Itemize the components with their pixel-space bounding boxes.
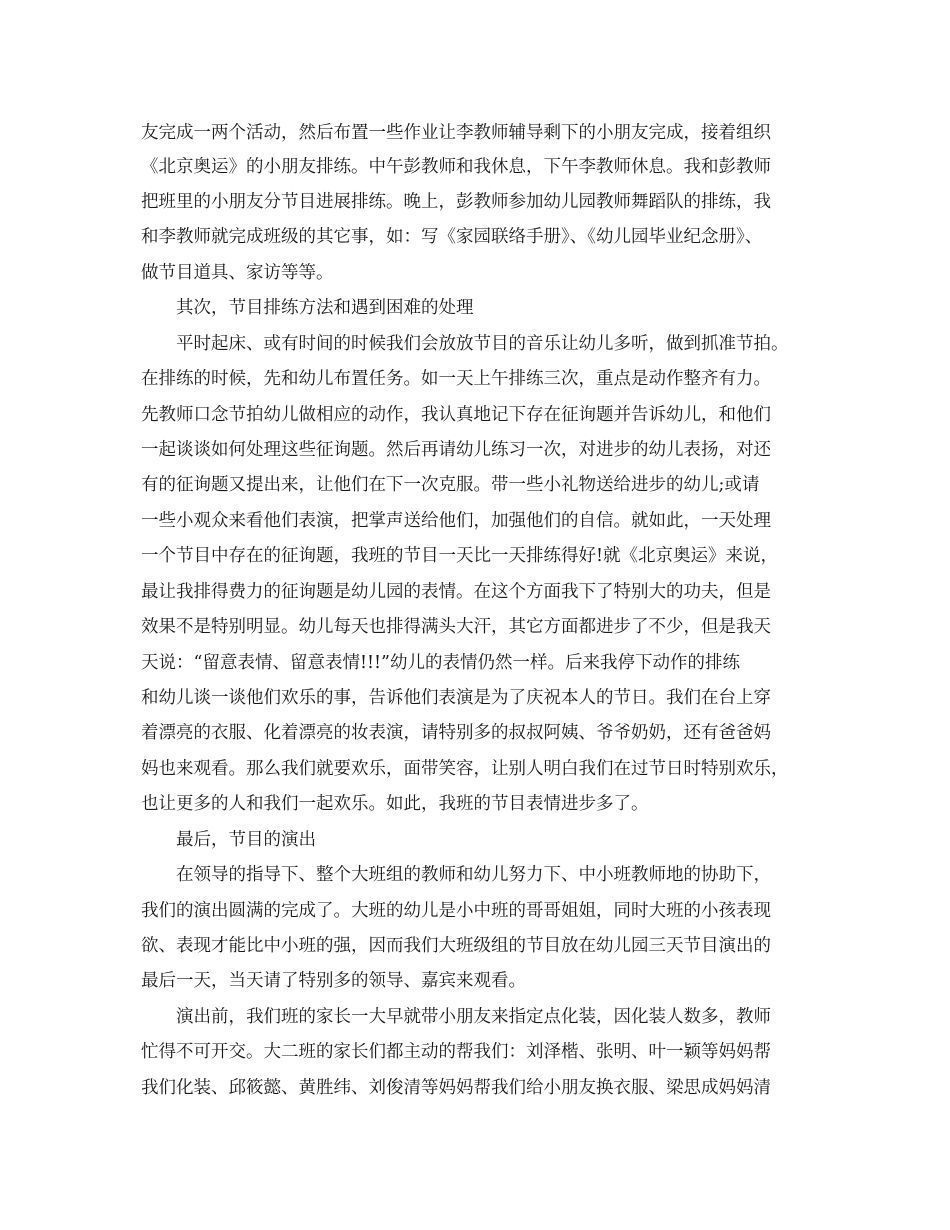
section-heading: 最后，节目的演出 [176,830,316,850]
text-line: 做节目道具、家访等等。 [141,263,334,283]
section-heading: 其次，节目排练方法和遇到困难的处理 [176,298,474,318]
text-line: 和李教师就完成班级的其它事，如：写《家园联络手册》、《幼儿园毕业纪念册》、 [141,227,763,247]
text-line: 忙得不可开交。大二班的家长们都主动的帮我们：刘泽楷、张明、叶一颖等妈妈帮 [141,1042,771,1062]
text-line: 一个节目中存在的征询题，我班的节目一天比一天排练得好!就《北京奥运》来说， [141,546,779,566]
text-line: 最后一天，当天请了特别多的领导、嘉宾来观看。 [141,971,526,991]
text-line: 有的征询题又提出来，让他们在下一次克服。带一些小礼物送给进步的幼儿;或请 [141,475,760,495]
text-line: 《北京奥运》的小朋友排练。中午彭教师和我休息，下午李教师休息。我和彭教师 [141,157,771,177]
text-line: 天说：“留意表情、留意表情!!!”幼儿的表情仍然一样。后来我停下动作的排练 [141,653,740,673]
text-line: 友完成一两个活动，然后布置一些作业让李教师辅导剩下的小朋友完成，接着组织 [141,123,771,143]
text-line: 在排练的时候，先和幼儿布置任务。如一天上午排练三次，重点是动作整齐有力。 [141,369,771,389]
text-line: 着漂亮的衣服、化着漂亮的妆表演，请特别多的叔叔阿姨、爷爷奶奶，还有爸爸妈 [141,723,771,743]
text-line: 也让更多的人和我们一起欢乐。如此，我班的节目表情进步多了。 [141,794,649,814]
text-line: 效果不是特别明显。幼儿每天也排得满头大汗，其它方面都进步了不少，但是我天 [141,617,771,637]
text-line: 演出前，我们班的家长一大早就带小朋友来指定点化装，因化装人数多，教师 [176,1007,771,1027]
text-line: 平时起床、或有时间的时候我们会放放节目的音乐让幼儿多听，做到抓准节拍。 [176,334,789,354]
text-line: 在领导的指导下、整个大班组的教师和幼儿努力下、中小班教师地的协助下， [176,865,771,885]
text-line: 和幼儿谈一谈他们欢乐的事，告诉他们表演是为了庆祝本人的节日。我们在台上穿 [141,688,771,708]
text-line: 妈也来观看。那么我们就要欢乐，面带笑容，让别人明白我们在过节日时特别欢乐， [141,759,789,779]
text-line: 一些小观众来看他们表演，把掌声送给他们，加强他们的自信。就如此，一天处理 [141,511,771,531]
text-line: 一起谈谈如何处理这些征询题。然后再请幼儿练习一次，对进步的幼儿表扬，对还 [141,440,771,460]
text-line: 欲、表现才能比中小班的强，因而我们大班级组的节目放在幼儿园三天节目演出的 [141,936,771,956]
text-line: 最让我排得费力的征询题是幼儿园的表情。在这个方面我下了特别大的功夫，但是 [141,582,771,602]
text-line: 先教师口念节拍幼儿做相应的动作，我认真地记下存在征询题并告诉幼儿，和他们 [141,405,771,425]
text-line: 把班里的小朋友分节目进展排练。晚上，彭教师参加幼儿园教师舞蹈队的排练，我 [141,192,771,212]
text-line: 我们化装、邱筱懿、黄胜纬、刘俊清等妈妈帮我们给小朋友换衣服、梁思成妈妈清 [141,1078,771,1098]
text-line: 我们的演出圆满的完成了。大班的幼儿是小中班的哥哥姐姐，同时大班的小孩表现 [141,901,771,921]
